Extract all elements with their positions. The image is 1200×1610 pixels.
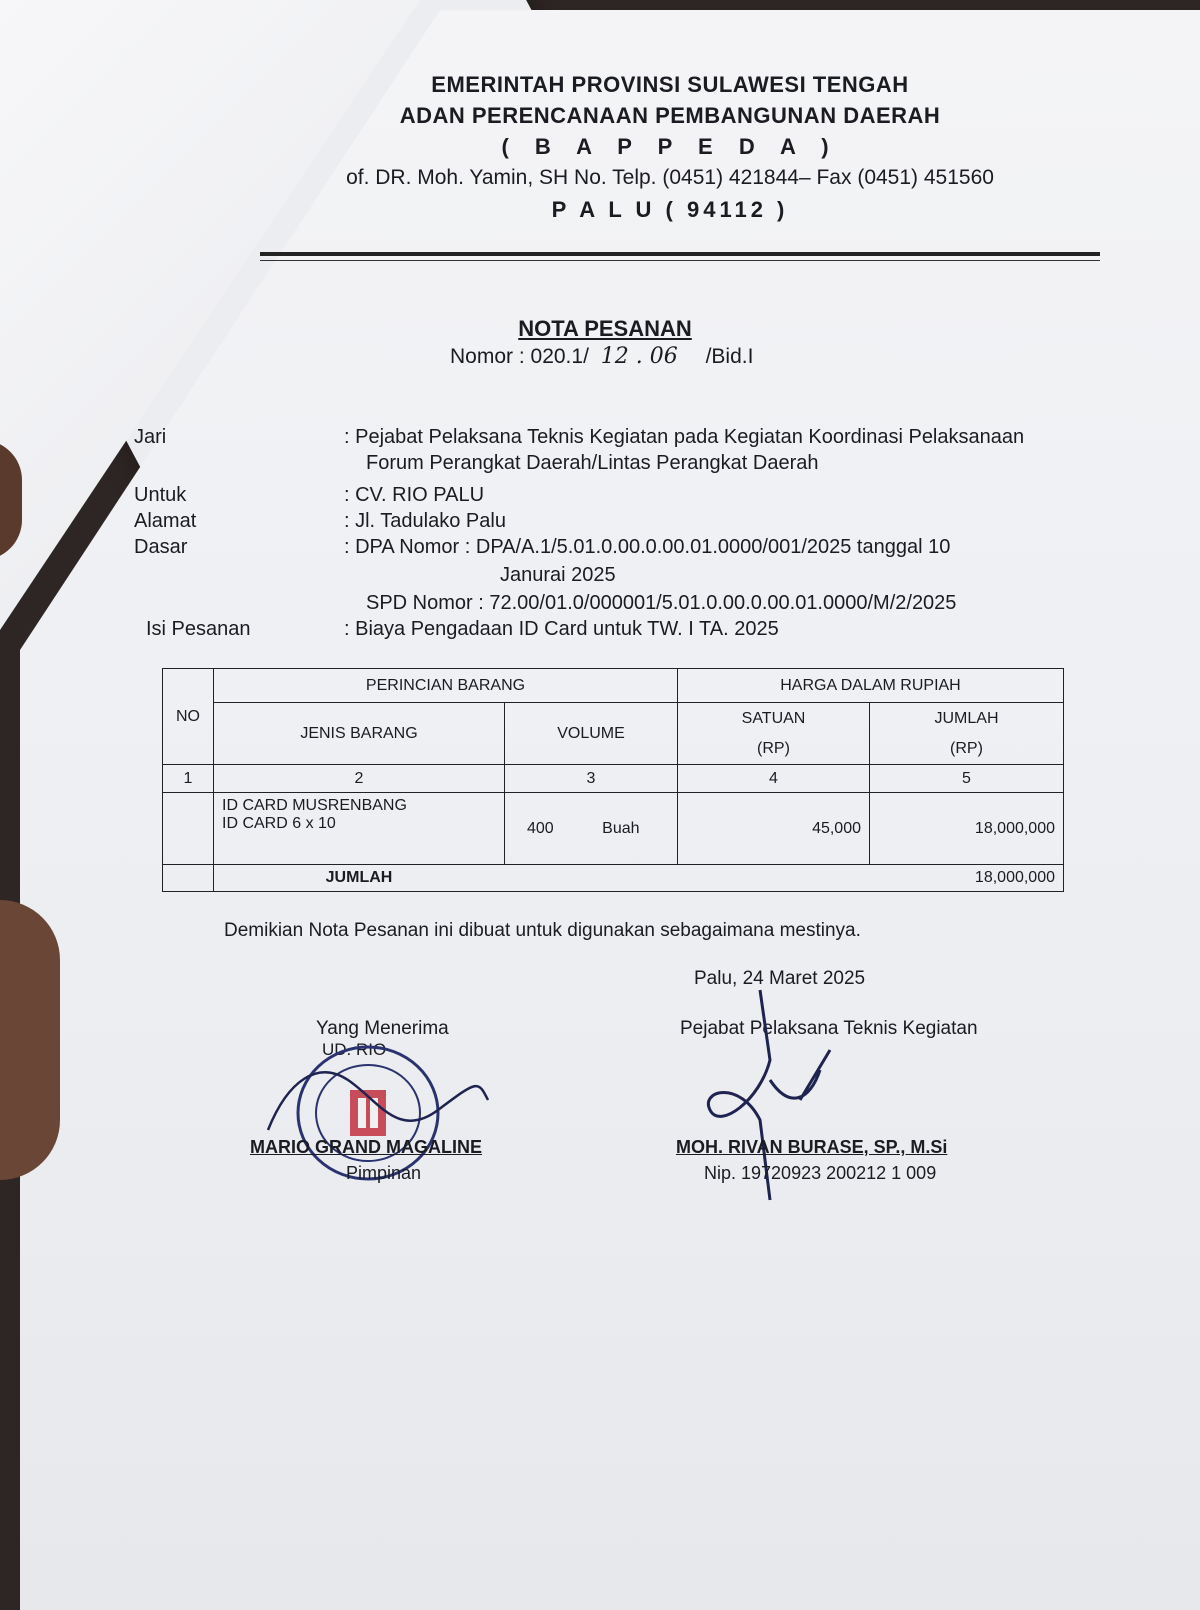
item-jenis-cell xyxy=(214,793,505,865)
index-cell: 3 xyxy=(505,765,678,793)
table-header-row-1 xyxy=(163,669,1064,703)
field-dari-value-cont: Forum Perangkat Daerah/Lintas Perangkat Daerah xyxy=(366,452,819,474)
table-total-row xyxy=(163,865,1064,892)
item-jenis-line-1: ID CARD MUSRENBANG xyxy=(222,797,407,814)
number-handwritten: 12 . 06 xyxy=(600,344,678,369)
total-cell xyxy=(214,865,1064,892)
field-dari-value: : Pejabat Pelaksana Teknis Kegiatan pada Kegiatan Koordinasi Pelaksanaan xyxy=(344,426,1025,448)
col-jumlah-unit: (RP) xyxy=(950,739,983,757)
item-volume-cell xyxy=(505,793,678,865)
col-no-header: NO xyxy=(163,669,214,765)
header-city: P A L U ( 94112 ) xyxy=(551,197,789,222)
col-jenis-header: JENIS BARANG xyxy=(214,703,505,765)
header-line-3: ( B A P P E D A ) xyxy=(501,134,839,159)
place-date: Palu, 24 Maret 2025 xyxy=(694,968,866,989)
document-title: NOTA PESANAN xyxy=(518,316,692,341)
item-jumlah-cell: 18,000,000 xyxy=(870,793,1064,865)
header-divider-thick xyxy=(260,252,1100,256)
col-satuan-title: SATUAN xyxy=(741,709,806,727)
table-index-row xyxy=(163,765,1064,793)
left-signatory-name: MARIO GRAND MAGALINE xyxy=(250,1137,482,1157)
left-signature-subtitle: UD. RIO xyxy=(322,1040,387,1059)
field-untuk-value: : CV. RIO PALU xyxy=(344,484,485,506)
total-empty-cell xyxy=(163,865,214,892)
index-cell: 2 xyxy=(214,765,505,793)
order-table xyxy=(162,668,1064,892)
header-line-2: ADAN PERENCANAAN PEMBANGUNAN DAERAH xyxy=(399,103,941,128)
item-jenis-line-2: ID CARD 6 x 10 xyxy=(222,815,336,832)
field-dasar-value-cont: Janurai 2025 xyxy=(500,564,616,586)
document-number xyxy=(450,344,753,369)
item-qty: 400 xyxy=(527,819,554,837)
field-alamat-value: : Jl. Tadulako Palu xyxy=(344,510,506,532)
col-perincian-header: PERINCIAN BARANG xyxy=(214,669,678,703)
number-suffix: /Bid.I xyxy=(705,345,754,368)
closing-statement: Demikian Nota Pesanan ini dibuat untuk digunakan sebagaimana mestinya. xyxy=(224,920,861,941)
col-jumlah-title: JUMLAH xyxy=(934,709,999,727)
total-value: 18,000,000 xyxy=(974,869,1055,886)
table-header-row-2 xyxy=(163,703,1064,765)
field-dasar-value: : DPA Nomor : DPA/A.1/5.01.0.00.0.00.01.0000/001/2025 tanggal 10 xyxy=(344,536,951,558)
index-cell: 1 xyxy=(163,765,214,793)
field-untuk-label: Untuk xyxy=(134,484,187,506)
col-jumlah-header xyxy=(870,703,1064,765)
field-alamat-label: Alamat xyxy=(134,510,197,532)
col-satuan-header xyxy=(678,703,870,765)
right-signatory-name: MOH. RIVAN BURASE, SP., M.Si xyxy=(676,1137,948,1157)
index-cell: 5 xyxy=(870,765,1064,793)
field-dasar-label: Dasar xyxy=(134,536,188,558)
header-divider-thin xyxy=(260,260,1100,261)
field-isi-value: : Biaya Pengadaan ID Card untuk TW. I TA. 2025 xyxy=(344,618,779,640)
number-prefix: Nomor : 020.1/ xyxy=(450,345,589,368)
col-satuan-unit: (RP) xyxy=(757,739,790,757)
left-signature-title: Yang Menerima xyxy=(316,1018,449,1039)
item-satuan-cell: 45,000 xyxy=(678,793,870,865)
right-signatory-nip: Nip. 19720923 200212 1 009 xyxy=(704,1163,937,1183)
total-label: JUMLAH xyxy=(325,869,393,886)
table-row xyxy=(163,793,1064,865)
item-unit: Buah xyxy=(602,819,640,837)
item-no-cell xyxy=(163,793,214,865)
right-signature-title: Pejabat Pelaksana Teknis Kegiatan xyxy=(680,1018,978,1039)
col-harga-header: HARGA DALAM RUPIAH xyxy=(678,669,1064,703)
col-volume-header: VOLUME xyxy=(505,703,678,765)
left-signatory-position: Pimpinan xyxy=(346,1163,422,1183)
header-line-1: EMERINTAH PROVINSI SULAWESI TENGAH xyxy=(431,72,909,97)
index-cell: 4 xyxy=(678,765,870,793)
header-address: of. DR. Moh. Yamin, SH No. Telp. (0451) 421844– Fax (0451) 451560 xyxy=(346,166,994,189)
field-dari-label: Jari xyxy=(134,426,167,448)
field-isi-label: Isi Pesanan xyxy=(146,618,251,640)
field-spd-value: SPD Nomor : 72.00/01.0/000001/5.01.0.00.0.00.01.0000/M/2/2025 xyxy=(366,592,957,614)
